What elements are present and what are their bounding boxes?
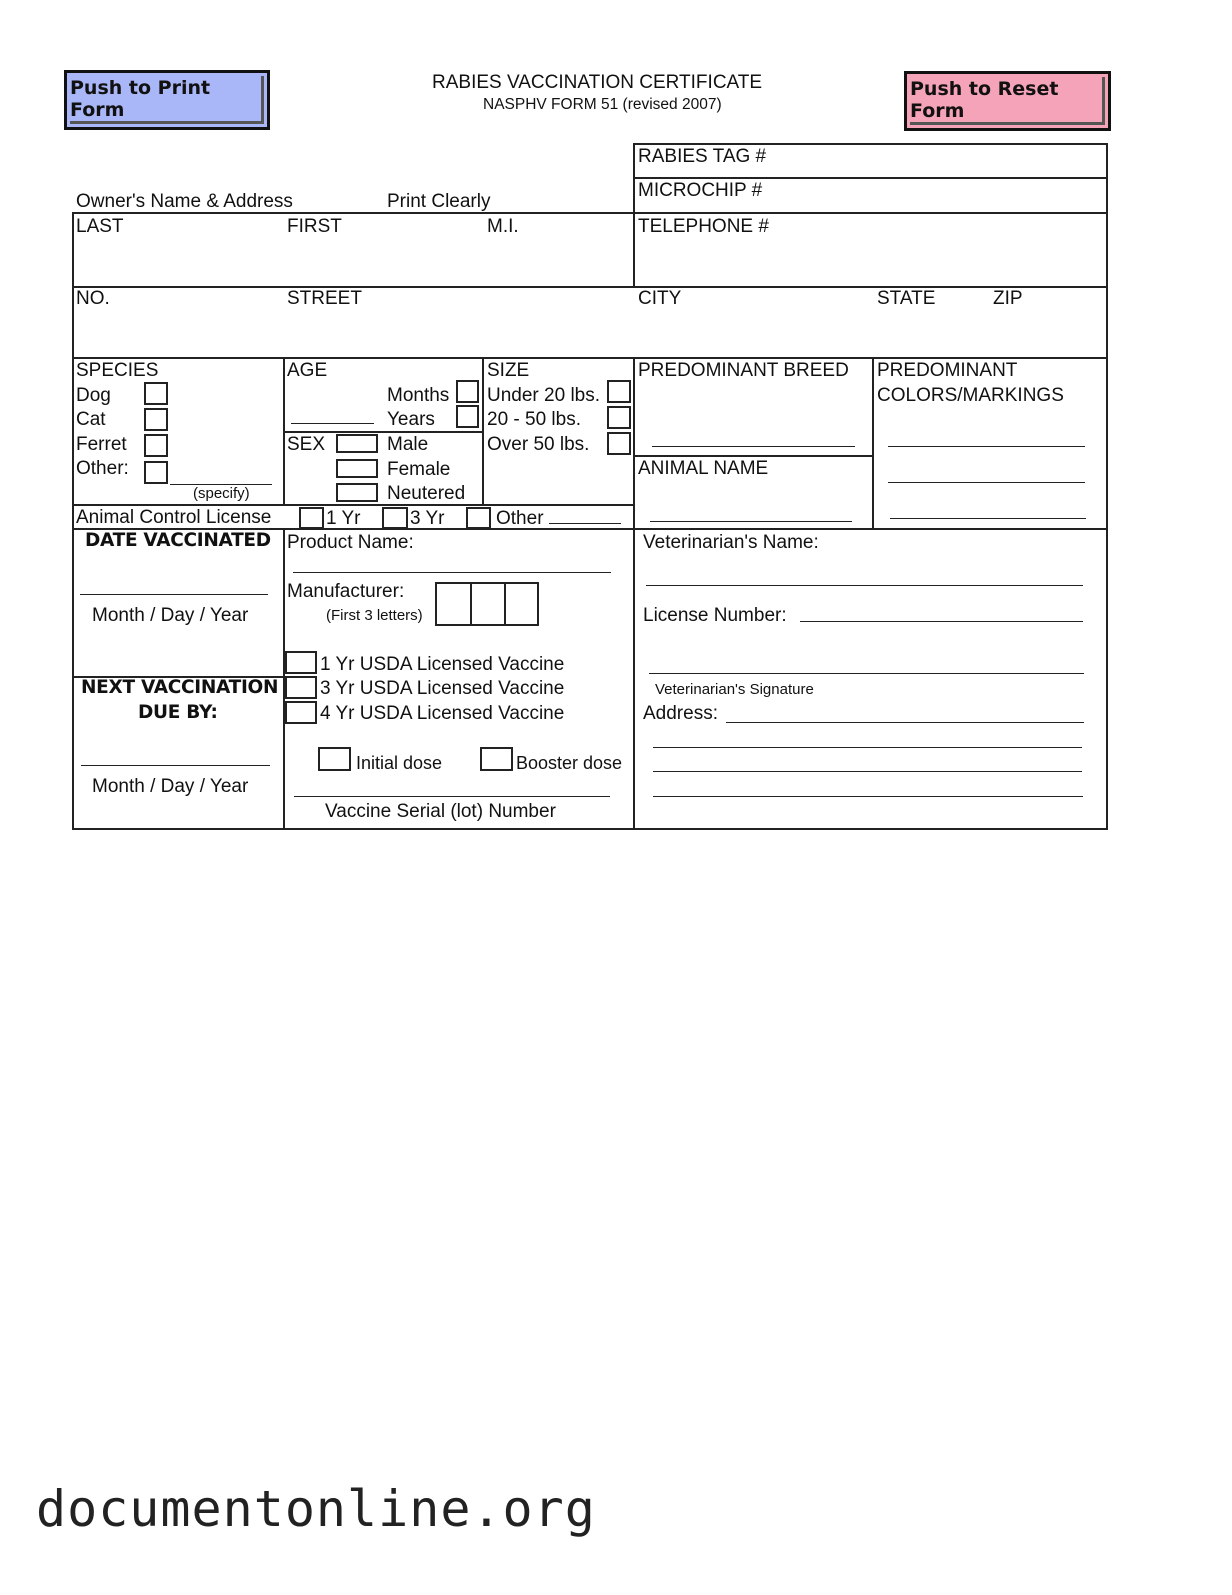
size-over50-label: Over 50 lbs. [487, 434, 590, 455]
sex-female-checkbox[interactable] [336, 459, 378, 478]
next-vaccination-label-line1: NEXT VACCINATION [81, 677, 279, 698]
print-clearly-label: Print Clearly [387, 191, 491, 212]
street-number-label: NO. [76, 288, 110, 309]
age-years-checkbox[interactable] [456, 405, 479, 428]
vaccine-serial-label: Vaccine Serial (lot) Number [325, 801, 556, 822]
owner-name-input[interactable] [76, 240, 630, 282]
license-3yr-checkbox[interactable] [382, 507, 408, 529]
size-over50-checkbox[interactable] [607, 432, 631, 455]
manufacturer-letter-boxes [435, 582, 539, 626]
species-specify-label: (specify) [193, 485, 250, 502]
microchip-label: MICROCHIP # [638, 180, 763, 201]
form-title: RABIES VACCINATION CERTIFICATE [432, 72, 763, 93]
manufacturer-letter-1[interactable] [437, 584, 472, 624]
date-vaccinated-label: DATE VACCINATED [85, 530, 271, 551]
print-form-button[interactable] [64, 70, 270, 130]
manufacturer-first3-label: (First 3 letters) [326, 607, 423, 624]
sex-neutered-checkbox[interactable] [336, 483, 378, 502]
colors-line-2[interactable] [888, 482, 1085, 483]
vaccine-4yr-label: 4 Yr USDA Licensed Vaccine [320, 703, 565, 724]
license-1yr-label: 1 Yr [326, 508, 361, 529]
microchip-input[interactable] [780, 179, 1104, 210]
sex-female-label: Female [387, 459, 451, 480]
age-value-line[interactable] [291, 423, 374, 424]
watermark-text: documentonline.org [36, 1480, 596, 1538]
rabies-tag-input[interactable] [780, 145, 1104, 175]
telephone-label: TELEPHONE # [638, 216, 769, 237]
reset-form-button[interactable] [904, 71, 1111, 131]
address-line-3[interactable] [653, 771, 1082, 772]
middle-initial-label: M.I. [487, 216, 519, 237]
veterinarian-name-label: Veterinarian's Name: [643, 532, 819, 553]
vaccine-4yr-checkbox[interactable] [285, 701, 317, 724]
product-name-label: Product Name: [287, 532, 414, 553]
age-label: AGE [287, 360, 328, 381]
veterinarian-name-line[interactable] [646, 585, 1083, 586]
age-years-label: Years [387, 409, 435, 430]
size-under20-label: Under 20 lbs. [487, 385, 601, 406]
species-other-label: Other: [76, 458, 129, 479]
vaccine-3yr-label: 3 Yr USDA Licensed Vaccine [320, 678, 565, 699]
next-vaccination-format: Month / Day / Year [92, 776, 249, 797]
booster-dose-label: Booster dose [516, 753, 623, 773]
booster-dose-checkbox[interactable] [480, 747, 513, 771]
veterinarian-signature-line[interactable] [649, 673, 1084, 674]
size-20-50-label: 20 - 50 lbs. [487, 409, 581, 430]
species-other-checkbox[interactable] [144, 461, 168, 484]
veterinarian-signature-label: Veterinarian's Signature [655, 681, 814, 698]
rabies-tag-label: RABIES TAG # [638, 146, 767, 167]
first-name-label: FIRST [287, 216, 342, 237]
last-name-label: LAST [76, 216, 124, 237]
animal-name-input-line[interactable] [650, 521, 852, 522]
size-20-50-checkbox[interactable] [607, 406, 631, 429]
product-name-line[interactable] [293, 572, 611, 573]
license-other-checkbox[interactable] [466, 507, 491, 529]
colors-label-line2: COLORS/MARKINGS [877, 385, 1064, 406]
date-vaccinated-line[interactable] [80, 594, 268, 595]
reset-form-label: Push to Reset Form [910, 77, 1105, 125]
zip-label: ZIP [993, 288, 1023, 309]
form-subtitle: NASPHV FORM 51 (revised 2007) [483, 96, 722, 113]
age-months-checkbox[interactable] [456, 380, 479, 403]
colors-label-line1: PREDOMINANT [877, 360, 1018, 381]
sex-label: SEX [287, 434, 326, 455]
size-label: SIZE [487, 360, 530, 381]
address-line-2[interactable] [653, 747, 1082, 748]
license-other-line[interactable] [549, 523, 621, 524]
species-cat-checkbox[interactable] [144, 408, 168, 431]
species-ferret-checkbox[interactable] [144, 434, 168, 457]
species-dog-label: Dog [76, 385, 111, 406]
street-label: STREET [287, 288, 362, 309]
address-line-1[interactable] [726, 722, 1084, 723]
date-vaccinated-format: Month / Day / Year [92, 605, 249, 626]
vaccine-serial-line[interactable] [294, 796, 610, 797]
sex-male-label: Male [387, 434, 429, 455]
breed-label: PREDOMINANT BREED [638, 360, 849, 381]
age-months-label: Months [387, 385, 450, 406]
breed-input-line[interactable] [652, 446, 855, 447]
next-vaccination-label-line2: DUE BY: [138, 702, 218, 723]
vaccine-3yr-checkbox[interactable] [285, 676, 317, 699]
initial-dose-label: Initial dose [356, 753, 443, 773]
manufacturer-letter-2[interactable] [472, 584, 506, 624]
print-form-label: Push to Print Form [70, 76, 264, 124]
colors-line-3[interactable] [890, 518, 1086, 519]
license-1yr-checkbox[interactable] [299, 507, 324, 529]
species-cat-label: Cat [76, 409, 106, 430]
species-label: SPECIES [76, 360, 159, 381]
sex-neutered-label: Neutered [387, 483, 466, 504]
manufacturer-letter-3[interactable] [506, 584, 537, 624]
address-input[interactable] [76, 312, 1104, 354]
vaccine-1yr-checkbox[interactable] [285, 651, 317, 674]
address-line-4[interactable] [653, 796, 1083, 797]
license-other-label: Other [496, 508, 544, 529]
state-label: STATE [877, 288, 936, 309]
sex-male-checkbox[interactable] [336, 434, 378, 453]
size-under20-checkbox[interactable] [607, 380, 631, 403]
license-number-label: License Number: [643, 605, 787, 626]
next-vaccination-line[interactable] [81, 765, 270, 766]
vaccine-1yr-label: 1 Yr USDA Licensed Vaccine [320, 654, 565, 675]
animal-name-label: ANIMAL NAME [638, 458, 769, 479]
species-ferret-label: Ferret [76, 434, 127, 455]
colors-line-1[interactable] [888, 446, 1085, 447]
animal-control-license-label: Animal Control License [76, 507, 272, 528]
owner-section-label: Owner's Name & Address [76, 191, 293, 212]
telephone-input[interactable] [638, 240, 1104, 282]
city-label: CITY [638, 288, 682, 309]
veterinarian-address-label: Address: [643, 703, 718, 724]
manufacturer-label: Manufacturer: [287, 581, 405, 602]
license-3yr-label: 3 Yr [410, 508, 445, 529]
initial-dose-checkbox[interactable] [318, 747, 351, 771]
species-dog-checkbox[interactable] [144, 382, 168, 405]
license-number-line[interactable] [800, 621, 1083, 622]
